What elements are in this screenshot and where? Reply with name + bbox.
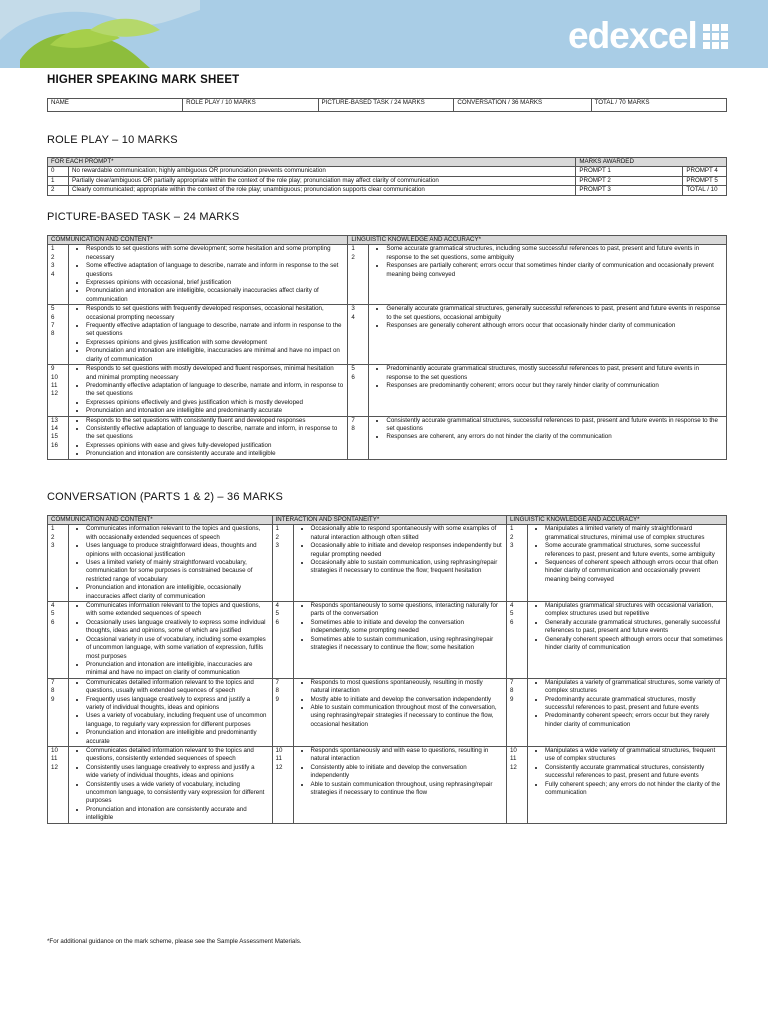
bullet-item: • Predominantly accurate grammatical structures, mostly successful references to past, present and future events bbox=[545, 696, 723, 713]
footnote: *For additional guidance on the mark scheme, please see the Sample Assessment Materials. bbox=[47, 938, 302, 945]
conversation-table bbox=[47, 515, 727, 824]
bullet-item: • Able to sustain communication throughout most of the conversation, using rephrasing/repair strategies if necessary to continue the flow, occasional hesitation bbox=[311, 704, 503, 729]
bullet-item: • Responds spontaneously and with ease to questions, resulting in natural interaction bbox=[311, 747, 503, 764]
bullet-item: • Consistently uses language creatively to express and justify a wide variety of individual thoughts, ideas and opinions bbox=[86, 764, 269, 781]
bullet-item: • Responds to the set questions with consistently fluent and developed responses bbox=[86, 417, 344, 425]
bullet-item: • Sometimes able to sustain communication, using rephrasing/repair strategies if necessary to continue the flow; some hesitation bbox=[311, 636, 503, 653]
bullet-item: • Pronunciation and intonation are intelligible and predominantly accurate bbox=[86, 407, 344, 415]
bullet-list bbox=[72, 602, 269, 678]
conversation-header-2: INTERACTION AND SPONTANEITY* bbox=[272, 516, 506, 525]
bullet-list bbox=[297, 679, 503, 729]
bullet-item: • Responds to set questions with frequently developed responses, occasional hesitation, occasional prompting necessary bbox=[86, 305, 344, 322]
row-communication bbox=[69, 245, 348, 305]
row-score: 0 bbox=[48, 167, 69, 176]
bullet-list bbox=[72, 417, 344, 459]
bullet-item: • Occasionally uses language creatively to express some individual thoughts, ideas and opinions, some of which are justified bbox=[86, 619, 269, 636]
conversation-header-1: COMMUNICATION AND CONTENT* bbox=[48, 516, 273, 525]
bullet-item: • Pronunciation and intonation are consistently accurate and intelligible bbox=[86, 450, 344, 458]
table-row bbox=[48, 365, 727, 416]
row-linguistic bbox=[369, 416, 727, 459]
bullet-item: • Responses are coherent, any errors do not hinder the clarity of the communication bbox=[386, 433, 723, 441]
bullet-item: • Consistently accurate grammatical structures, successful references to past, present and future events in response to the set questions bbox=[386, 417, 723, 434]
bullet-list bbox=[372, 305, 723, 330]
bullet-item: • Predominantly accurate grammatical structures, mostly successful references to past, present and future events in response to the set questions bbox=[386, 365, 723, 382]
picture-col-linguistic: LINGUISTIC KNOWLEDGE AND ACCURACY* bbox=[348, 236, 727, 245]
bullet-list bbox=[72, 305, 344, 364]
bullet-item: • Pronunciation and intonation are intelligible and predominantly accurate bbox=[86, 729, 269, 746]
roleplay-col-prompt: FOR EACH PROMPT* bbox=[48, 158, 576, 167]
prompt-cell: PROMPT 3 bbox=[576, 186, 683, 195]
conversation-header-3: LINGUISTIC KNOWLEDGE AND ACCURACY* bbox=[506, 516, 726, 525]
row-descriptor: Partially clear/ambiguous OR partially appropriate within the context of the role play; pronunciation may affect clarity of communication bbox=[69, 176, 576, 185]
table-row bbox=[48, 245, 727, 305]
table-row bbox=[48, 186, 727, 195]
bullet-item: • Manipulates a wide variety of grammatical structures, frequent use of complex structures bbox=[545, 747, 723, 764]
table-row bbox=[48, 602, 727, 679]
row-descriptor bbox=[69, 525, 273, 602]
bullet-item: • Pronunciation and intonation are intelligible, inaccuracies are minimal and have no impact on clarity of communication bbox=[86, 347, 344, 364]
bullet-item: • Expresses opinions with occasional, brief justification bbox=[86, 279, 344, 287]
picture-table bbox=[47, 235, 727, 460]
row-scores: 1 2 3 4 bbox=[48, 245, 69, 305]
bullet-item: • Communicates information relevant to the topics and questions, with occasionally extended sequences of speech bbox=[86, 525, 269, 542]
bullet-list bbox=[297, 525, 503, 575]
table-row bbox=[48, 746, 727, 823]
roleplay-heading: ROLE PLAY – 10 MARKS bbox=[47, 134, 178, 146]
bullet-list bbox=[372, 417, 723, 442]
row-descriptor bbox=[293, 602, 506, 679]
bullet-item: • Sometimes able to initiate and develop the conversation independently, some prompting needed bbox=[311, 619, 503, 636]
bullet-item: • Occasionally able to sustain communication, using rephrasing/repair strategies if necessary to continue the flow; frequent hesitation bbox=[311, 559, 503, 576]
bullet-list bbox=[297, 602, 503, 652]
bullet-item: • Pronunciation and intonation are intelligible, occasionally inaccuracies affect clarity of communication bbox=[86, 584, 269, 601]
roleplay-col-marks: MARKS AWARDED bbox=[576, 158, 727, 167]
row-scores: 10 11 12 bbox=[272, 746, 293, 823]
table-row bbox=[48, 305, 727, 365]
row-descriptor bbox=[293, 525, 506, 602]
bullet-item: • Responds to most questions spontaneously, resulting in mostly natural interaction bbox=[311, 679, 503, 696]
bullet-item: • Manipulates a variety of grammatical structures, some variety of complex structures bbox=[545, 679, 723, 696]
bullet-item: • Occasionally able to initiate and develop responses independently but regular prompting needed bbox=[311, 542, 503, 559]
picture-col-communication: COMMUNICATION AND CONTENT* bbox=[48, 236, 348, 245]
page-title: HIGHER SPEAKING MARK SHEET bbox=[47, 74, 240, 86]
bullet-item: • Expresses opinions effectively and gives justification which is mostly developed bbox=[86, 399, 344, 407]
bullet-item: • Pronunciation and intonation are consistently accurate and intelligible bbox=[86, 806, 269, 823]
row-communication bbox=[69, 365, 348, 416]
logo-text: edexcel bbox=[568, 15, 697, 56]
bullet-item: • Communicates detailed information relevant to the topics and questions, consistently extended sequences of speech bbox=[86, 747, 269, 764]
bullet-item: • Some effective adaptation of language to describe, narrate and inform in response to the set questions bbox=[86, 262, 344, 279]
bullet-item: • Generally coherent speech although errors occur that sometimes hinder clarity of communication bbox=[545, 636, 723, 653]
row-score: 2 bbox=[48, 186, 69, 195]
bullet-list bbox=[72, 365, 344, 415]
row-descriptor bbox=[69, 746, 273, 823]
row-scores: 4 5 6 bbox=[48, 602, 69, 679]
bullet-item: • Able to sustain communication throughout, using rephrasing/repair strategies if necessary to continue the flow bbox=[311, 781, 503, 798]
table-row bbox=[48, 167, 727, 176]
bullet-item: • Pronunciation and intonation are intelligible, occasionally inaccuracies affect clarity of communication bbox=[86, 287, 344, 304]
row-scores: 7 8 9 bbox=[506, 678, 527, 746]
bullet-list bbox=[372, 365, 723, 390]
row-descriptor bbox=[293, 746, 506, 823]
row-descriptor: No rewardable communication; highly ambiguous OR pronunciation prevents communication bbox=[69, 167, 576, 176]
row-scores: 1 2 3 bbox=[48, 525, 69, 602]
edexcel-logo bbox=[568, 15, 728, 56]
row-descriptor: Clearly communicated; appropriate within the context of the role play; unambiguous; pronunciation supports clear communication bbox=[69, 186, 576, 195]
bullet-item: • Uses a variety of vocabulary, including frequent use of uncommon language, to regularly vary expression for different purposes bbox=[86, 712, 269, 729]
row-scores: 9 10 11 12 bbox=[48, 365, 69, 416]
bullet-item: • Responds spontaneously to some questions, interacting naturally for parts of the conversation bbox=[311, 602, 503, 619]
row-descriptor bbox=[527, 525, 726, 602]
bullet-item: • Fully coherent speech; any errors do not hinder the clarity of the communication bbox=[545, 781, 723, 798]
bullet-list bbox=[531, 525, 723, 584]
bullet-item: • Occasionally able to respond spontaneously with some examples of natural interaction although often stilted bbox=[311, 525, 503, 542]
bullet-item: • Manipulates grammatical structures with occasional variation, complex structures used but repetitive bbox=[545, 602, 723, 619]
row-descriptor bbox=[293, 678, 506, 746]
bullet-list bbox=[72, 245, 344, 304]
row-scores: 1 2 3 bbox=[272, 525, 293, 602]
row-linguistic bbox=[369, 365, 727, 416]
summary-cell: PICTURE-BASED TASK / 24 MARKS bbox=[318, 99, 454, 112]
bullet-item: • Communicates detailed information relevant to the topics and questions, usually with extended sequences of speech bbox=[86, 679, 269, 696]
bullet-item: • Consistently effective adaptation of language to describe, narrate and inform, in response to the set questions bbox=[86, 425, 344, 442]
bullet-list bbox=[531, 679, 723, 729]
row-scores: 7 8 9 bbox=[272, 678, 293, 746]
row-descriptor bbox=[69, 678, 273, 746]
row-scores: 5 6 7 8 bbox=[48, 305, 69, 365]
bullet-item: • Responds to set questions with some development; some hesitation and some prompting necessary bbox=[86, 245, 344, 262]
bullet-item: • Generally accurate grammatical structures, generally successful references to past, present and future events bbox=[545, 619, 723, 636]
bullet-item: • Mostly able to initiate and develop the conversation independently bbox=[311, 696, 503, 704]
row-scores: 1 2 3 bbox=[506, 525, 527, 602]
bullet-list bbox=[72, 679, 269, 746]
row-score: 1 bbox=[48, 176, 69, 185]
summary-cell: CONVERSATION / 36 MARKS bbox=[454, 99, 591, 112]
row-communication bbox=[69, 305, 348, 365]
row-scores: 3 4 bbox=[348, 305, 369, 365]
bullet-item: • Uses language to produce straightforward ideas, thoughts and opinions with occasional justification bbox=[86, 542, 269, 559]
prompt-cell: PROMPT 5 bbox=[683, 176, 727, 185]
row-scores: 4 5 6 bbox=[272, 602, 293, 679]
bullet-list bbox=[72, 525, 269, 601]
bullet-item: • Expresses opinions with ease and gives fully-developed justification bbox=[86, 442, 344, 450]
bullet-item: • Consistently able to initiate and develop the conversation independently bbox=[311, 764, 503, 781]
table-row bbox=[48, 678, 727, 746]
row-scores: 13 14 15 16 bbox=[48, 416, 69, 459]
bullet-item: • Pronunciation and intonation are intelligible, inaccuracies are minimal and have no impact on clarity of communication bbox=[86, 661, 269, 678]
summary-cell: ROLE PLAY / 10 MARKS bbox=[183, 99, 318, 112]
bullet-item: • Communicates information relevant to the topics and questions, with some extended sequences of speech bbox=[86, 602, 269, 619]
bullet-item: • Sequences of coherent speech although errors occur that often hinder clarity of communication and occasionally prevent meaning being conveyed bbox=[545, 559, 723, 584]
bullet-item: • Responses are partially coherent; errors occur that sometimes hinder clarity of communication and occasionally prevent meaning being conveyed bbox=[386, 262, 723, 279]
picture-heading: PICTURE-BASED TASK – 24 MARKS bbox=[47, 211, 240, 223]
row-descriptor bbox=[527, 678, 726, 746]
row-scores: 10 11 12 bbox=[506, 746, 527, 823]
row-communication bbox=[69, 416, 348, 459]
bullet-list bbox=[531, 602, 723, 652]
prompt-cell: PROMPT 2 bbox=[576, 176, 683, 185]
prompt-cell: PROMPT 4 bbox=[683, 167, 727, 176]
conversation-heading: CONVERSATION (PARTS 1 & 2) – 36 MARKS bbox=[47, 491, 284, 503]
row-descriptor bbox=[527, 746, 726, 823]
row-linguistic bbox=[369, 305, 727, 365]
bullet-item: • Frequently effective adaptation of language to describe, narrate and inform in response to the set questions bbox=[86, 322, 344, 339]
row-scores: 10 11 12 bbox=[48, 746, 69, 823]
row-scores: 4 5 6 bbox=[506, 602, 527, 679]
row-descriptor bbox=[69, 602, 273, 679]
bullet-item: • Manipulates a limited variety of mainly straightforward grammatical structures, minimal use of complex structures bbox=[545, 525, 723, 542]
bullet-item: • Generally accurate grammatical structures, generally successful references to past, present and future events in response to the set questions, occasional ambiguity bbox=[386, 305, 723, 322]
table-row bbox=[48, 416, 727, 459]
header-banner bbox=[0, 0, 768, 68]
prompt-cell: TOTAL / 10 bbox=[683, 186, 727, 195]
row-scores: 5 6 bbox=[348, 365, 369, 416]
bullet-item: • Some accurate grammatical structures, some successful references to past, present and future events, some ambiguity bbox=[545, 542, 723, 559]
row-scores: 7 8 bbox=[348, 416, 369, 459]
bullet-item: • Predominantly effective adaptation of language to describe, narrate and inform, in response to the set questions bbox=[86, 382, 344, 399]
table-row bbox=[48, 525, 727, 602]
table-row bbox=[48, 176, 727, 185]
roleplay-table bbox=[47, 157, 727, 196]
bullet-item: • Consistently accurate grammatical structures, consistently successful references to past, present and future events bbox=[545, 764, 723, 781]
summary-cell: TOTAL / 70 MARKS bbox=[591, 99, 726, 112]
bullet-item: • Frequently uses language creatively to express and justify a variety of individual thoughts, ideas and opinions bbox=[86, 696, 269, 713]
row-descriptor bbox=[527, 602, 726, 679]
logo-squares-icon bbox=[703, 24, 728, 49]
row-linguistic bbox=[369, 245, 727, 305]
bullet-list bbox=[531, 747, 723, 797]
bullet-item: • Expresses opinions and gives justification with some development bbox=[86, 339, 344, 347]
summary-table bbox=[47, 98, 727, 112]
bullet-list bbox=[72, 747, 269, 823]
bullet-list bbox=[297, 747, 503, 797]
bullet-item: • Responses are generally coherent although errors occur that occasionally hinder clarity of communication bbox=[386, 322, 723, 330]
row-scores: 1 2 bbox=[348, 245, 369, 305]
leaf-graphic-icon bbox=[0, 0, 200, 68]
bullet-item: • Responses are predominantly coherent; errors occur but they rarely hinder clarity of communication bbox=[386, 382, 723, 390]
bullet-item: • Predominantly coherent speech; errors occur but they rarely hinder clarity of communication bbox=[545, 712, 723, 729]
bullet-list bbox=[372, 245, 723, 279]
bullet-item: • Responds to set questions with mostly developed and fluent responses, minimal hesitation and minimal prompting necessary bbox=[86, 365, 344, 382]
bullet-item: • Occasional variety in use of vocabulary, including some examples of uncommon language, with some variation of expression, fulfils most purposes bbox=[86, 636, 269, 661]
summary-cell: NAME bbox=[48, 99, 183, 112]
prompt-cell: PROMPT 1 bbox=[576, 167, 683, 176]
bullet-item: • Uses a limited variety of mainly straightforward vocabulary, communication for some purposes is constrained because of restricted range of vocabulary bbox=[86, 559, 269, 584]
bullet-item: • Some accurate grammatical structures, including some successful references to past, present and future events in response to the set questions, some ambiguity bbox=[386, 245, 723, 262]
bullet-item: • Consistently uses a wide variety of vocabulary, including uncommon language, to consistently vary expression for different purposes bbox=[86, 781, 269, 806]
row-scores: 7 8 9 bbox=[48, 678, 69, 746]
